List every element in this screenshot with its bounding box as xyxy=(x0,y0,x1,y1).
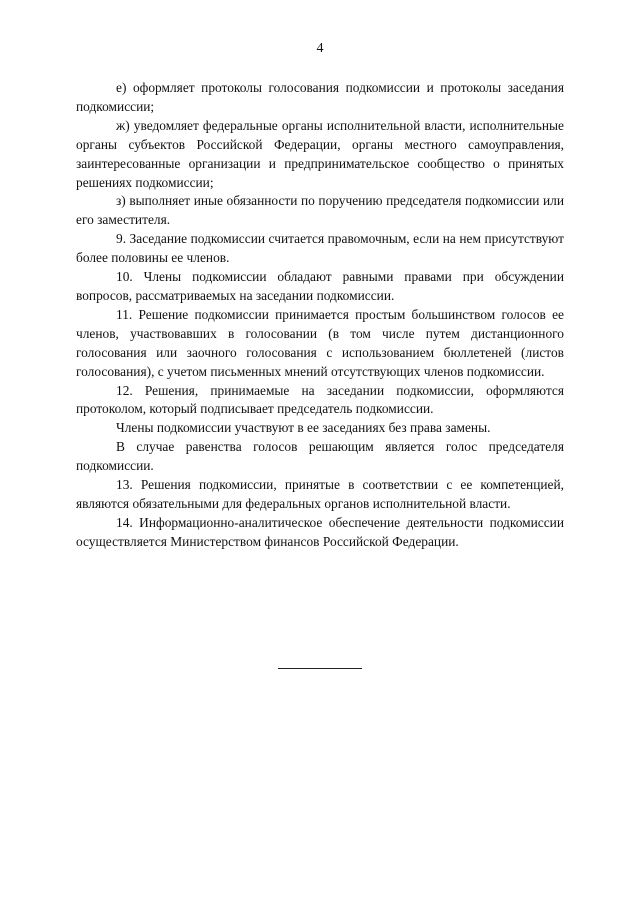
end-separator-line xyxy=(278,668,362,669)
paragraph-12: 12. Решения, принимаемые на заседании подкомиссии, оформляются протоколом, который подписывает председатель подкомиссии. xyxy=(76,382,564,417)
paragraph-12-members: Члены подкомиссии участвуют в ее заседаниях без права замены. xyxy=(116,420,491,436)
paragraph-item-e: е) оформляет протоколы голосования подкомиссии и протоколы заседания подкомиссии; xyxy=(76,80,564,114)
page-number: 4 xyxy=(316,41,324,56)
document-body xyxy=(76,79,564,552)
paragraph-12-tie: В случае равенства голосов решающим является голос председателя подкомиссии. xyxy=(76,439,564,474)
paragraph-11: 11. Решение подкомиссии принимается простым большинством голосов ее членов, участвовавших в голосовании (в том числе путем дистанционного голосования или заочного голосования с использованием бюллетеней (листов голосования), с учетом письменных мнений отсутствующих членов подкомиссии. xyxy=(76,306,564,379)
paragraph-14: 14. Информационно-аналитическое обеспечение деятельности подкомиссии осуществляется Министерством финансов Российской Федерации. xyxy=(76,514,564,549)
paragraph-9: 9. Заседание подкомиссии считается правомочным, если на нем присутствуют более половины ее членов. xyxy=(76,231,564,266)
paragraph-13: 13. Решения подкомиссии, принятые в соответствии с ее компетенцией, являются обязательными для федеральных органов исполнительной власти. xyxy=(76,477,564,511)
paragraph-10: 10. Члены подкомиссии обладают равными правами при обсуждении вопросов, рассматриваемых на заседании подкомиссии. xyxy=(76,269,564,303)
paragraph-item-zh: ж) уведомляет федеральные органы исполнительной власти, исполнительные органы субъектов Российской Федерации, органы местного самоуправления, заинтересованные организации и предпринимательское сообщество о принятых решениях подкомиссии; xyxy=(76,117,564,190)
paragraph-item-z: з) выполняет иные обязанности по поручению председателя подкомиссии или его заместителя. xyxy=(76,193,564,228)
